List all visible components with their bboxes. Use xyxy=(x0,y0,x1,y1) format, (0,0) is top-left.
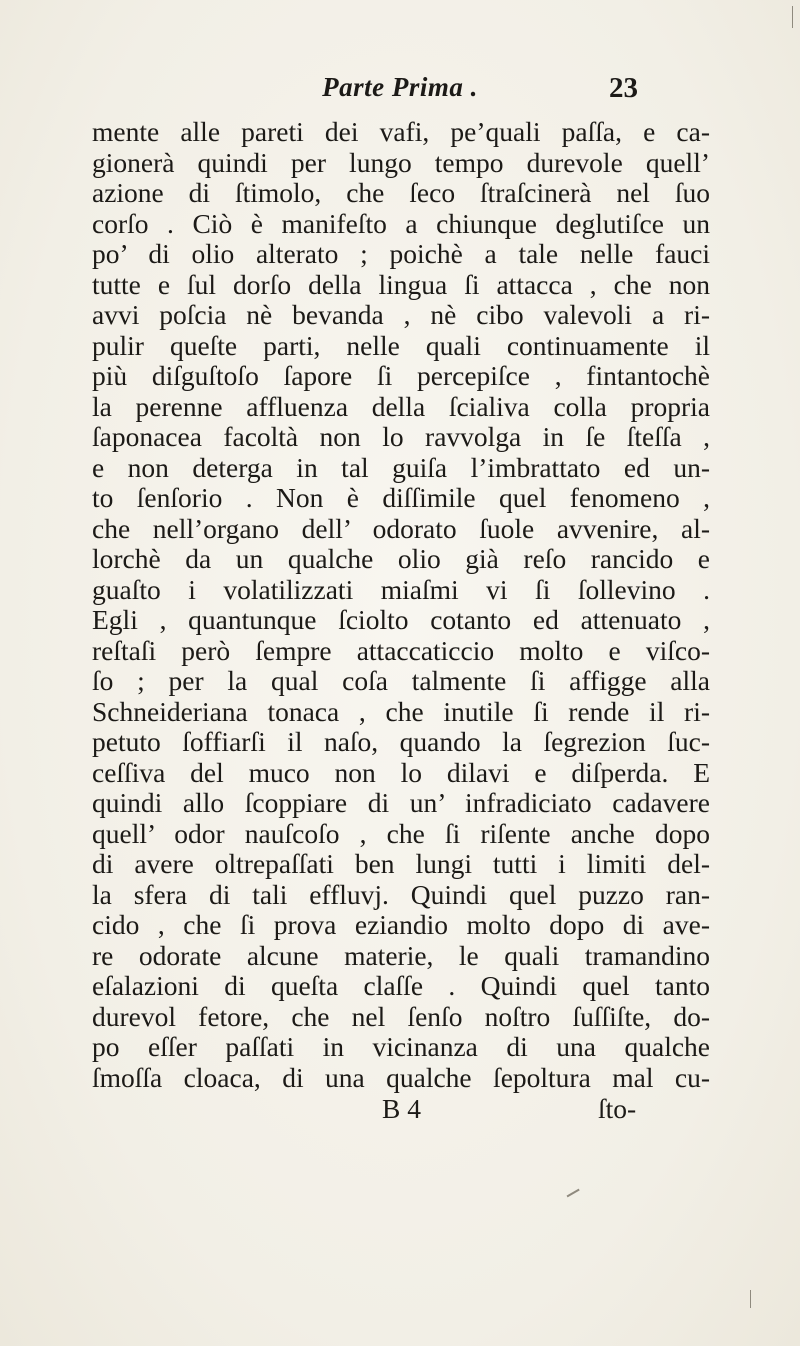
text-line: re odorate alcune materie, le quali tramandino xyxy=(92,939,710,971)
text-line: ſmoſſa cloaca, di una qualche ſepoltura mal cu- xyxy=(92,1061,710,1093)
text-line: azione di ſtimolo, che ſeco ſtraſcinerà nel ſuo xyxy=(92,177,710,208)
text-line: ſo ; per la qual coſa talmente ſi affigge alla xyxy=(92,665,710,696)
text-line: quindi allo ſcoppiare di un’ infradiciato cadavere xyxy=(92,787,710,818)
text-line: po eſſer paſſati in vicinanza di una qualche xyxy=(92,1031,710,1062)
text-line: corſo . Ciò è manifeſto a chiunque deglutiſce un xyxy=(92,207,710,239)
text-line: gionerà quindi per lungo tempo durevole quell’ xyxy=(92,146,710,178)
text-line: eſalazioni di queſta claſſe . Quindi quel tanto xyxy=(92,970,710,1001)
page-number: 23 xyxy=(609,72,638,104)
text-line: reſtaſi però ſempre attaccaticcio molto e viſco- xyxy=(92,634,710,666)
paper-speck xyxy=(750,1290,751,1308)
text-line: to ſenſorio . Non è diſſimile quel fenomeno , xyxy=(92,482,710,513)
text-line: cido , che ſi prova eziandio molto dopo di ave- xyxy=(92,909,710,940)
running-title: Parte Prima . xyxy=(322,72,478,102)
text-line: la perenne affluenza della ſcialiva colla propria xyxy=(92,390,710,422)
text-line: di avere oltrepaſſati ben lungi tutti i limiti del- xyxy=(92,848,710,879)
text-line: ſaponacea facoltà non lo ravvolga in ſe ſteſſa , xyxy=(92,421,710,452)
paper-speck xyxy=(567,1189,580,1197)
text-line: ceſſiva del muco non lo dilavi e diſperda. E xyxy=(92,756,710,788)
text-line: lorchè da un qualche olio già reſo rancido e xyxy=(92,543,710,574)
text-line: la sfera di tali effluvj. Quindi quel puzzo ran- xyxy=(92,878,710,910)
text-line: petuto ſoffiarſi il naſo, quando la ſegrezion ſuc- xyxy=(92,726,710,757)
page-header xyxy=(180,72,638,112)
text-line: pulir queſte parti, nelle quali continuamente il xyxy=(92,329,710,361)
text-line: durevol fetore, che nel ſenſo noſtro ſuſſiſte, do- xyxy=(92,1000,710,1032)
text-line: mente alle pareti dei vafi, pe’quali paſſa, e ca- xyxy=(92,116,710,147)
text-line: che nell’organo dell’ odorato ſuole avvenire, al- xyxy=(92,512,710,544)
text-line: po’ di olio alterato ; poichè a tale nelle fauci xyxy=(92,238,710,269)
text-line: tutte e ſul dorſo della lingua ſi attacca , che non xyxy=(92,268,710,300)
text-line: guaſto i volatilizzati miaſmi vi ſi ſollevino . xyxy=(92,573,710,605)
text-line: e non deterga in tal guiſa l’imbrattato ed un- xyxy=(92,451,710,483)
text-line: avvi poſcia nè bevanda , nè cibo valevoli a ri- xyxy=(92,299,710,330)
text-line: quell’ odor nauſcoſo , che ſi riſente anche dopo xyxy=(92,817,710,849)
paper-speck xyxy=(792,6,793,28)
text-line: Schneideriana tonaca , che inutile ſi rende il ri- xyxy=(92,695,710,727)
text-line: Egli , quantunque ſciolto cotanto ed attenuato , xyxy=(92,604,710,635)
text-line: più diſguſtoſo ſapore ſi percepiſce , fintantochè xyxy=(92,360,710,391)
catchword: ſto- xyxy=(598,1093,637,1124)
signature-mark: B 4 xyxy=(382,1093,421,1124)
page-footer xyxy=(0,1091,800,1127)
